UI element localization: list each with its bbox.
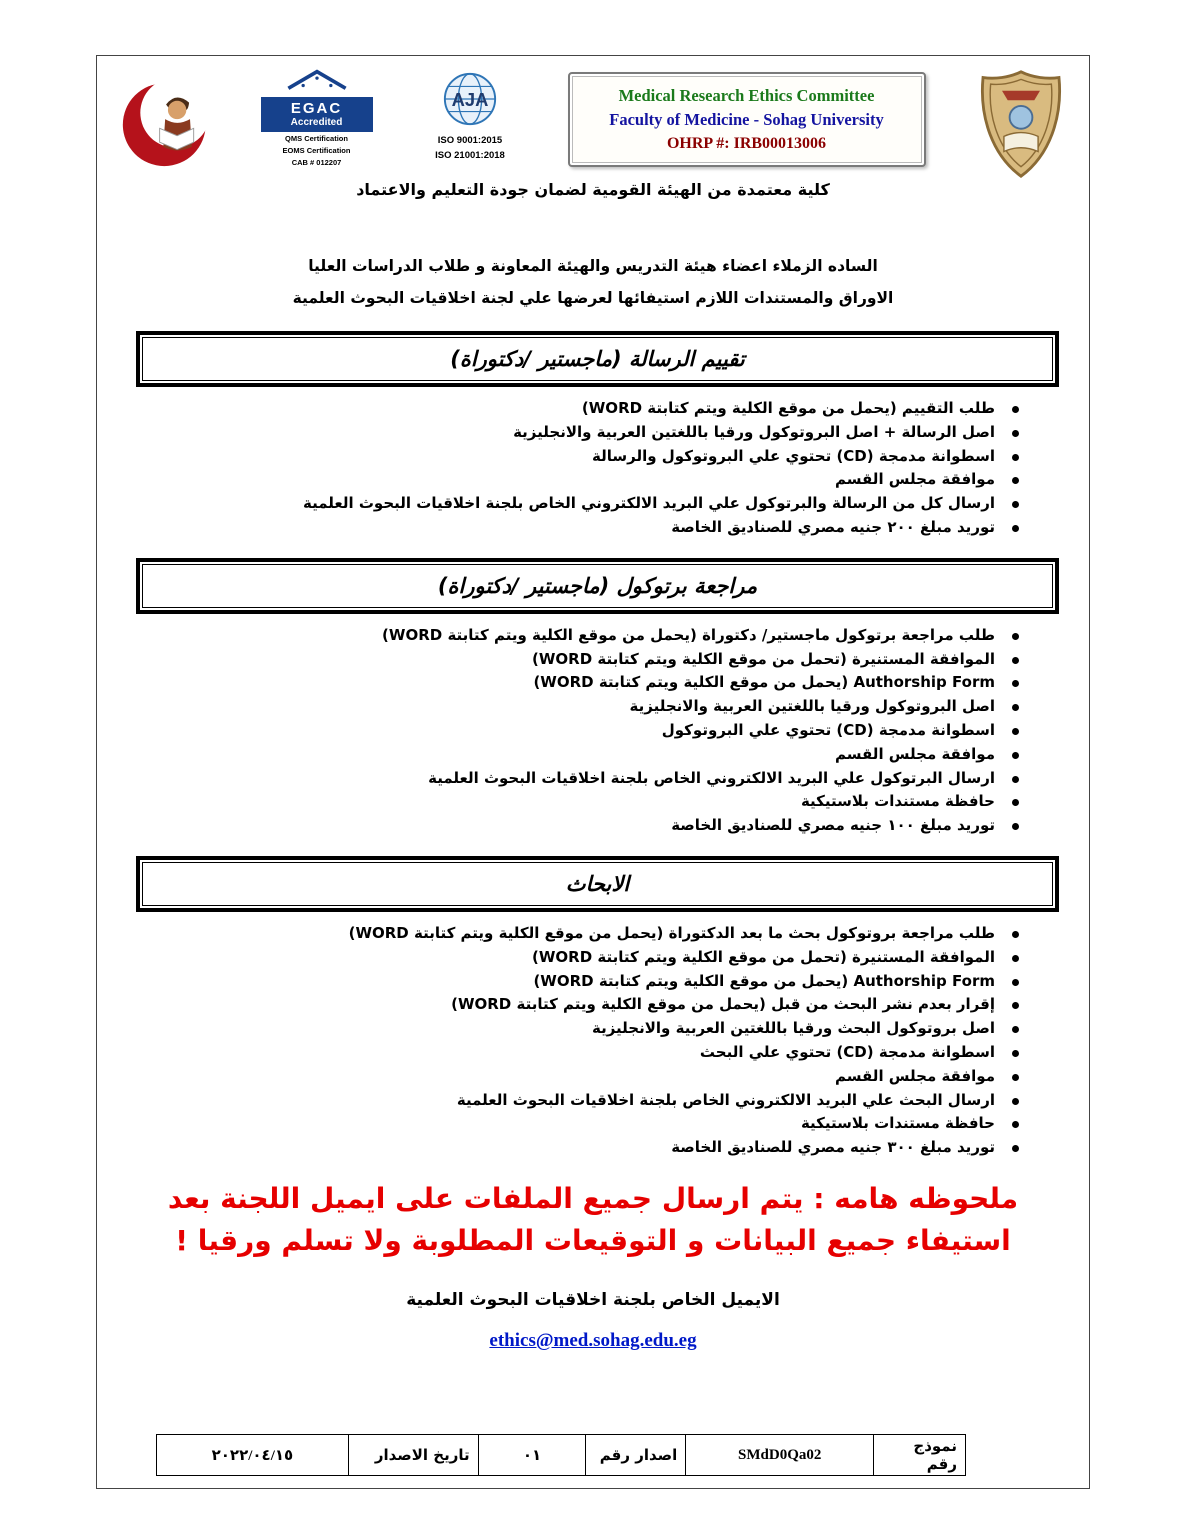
- requirement-item: ارسال البحث علي البريد الالكتروني الخاص بلجنة اخلاقيات البحوث العلمية: [207, 1091, 1025, 1111]
- committee-name: Medical Research Ethics Committee: [618, 86, 875, 105]
- requirement-item: اسطوانة مدمجة (CD) تحتوي علي البحث: [207, 1043, 1025, 1063]
- requirement-item: موافقة مجلس القسم: [207, 1067, 1025, 1087]
- requirement-item: Authorship Form (يحمل من موقع الكلية ويتم كتابتة WORD): [207, 972, 1025, 992]
- requirement-item: موافقة مجلس القسم: [207, 745, 1025, 765]
- email-link-wrap: [97, 1330, 1089, 1352]
- section-title: الابحاث: [142, 862, 1053, 906]
- section-research: [136, 856, 1059, 912]
- requirement-item: اسطوانة مدمجة (CD) تحتوي علي البروتوكول: [207, 721, 1025, 741]
- egac-cert-qms: QMS Certification: [285, 134, 348, 143]
- form-number-value: SMdD0Qa02: [686, 1435, 874, 1476]
- egac-title: EGAC: [290, 100, 343, 117]
- requirement-item: موافقة مجلس القسم: [207, 470, 1025, 490]
- ohrp-number: OHRP #: IRB00013006: [666, 134, 827, 152]
- requirement-item: حافظة مستندات بلاستيكية: [207, 792, 1025, 812]
- research-requirements: [207, 924, 1025, 1158]
- egac-subtitle: Accredited: [290, 117, 343, 128]
- aja-globe-icon: [441, 70, 499, 128]
- issue-date-value: ٢٠٢٢/٠٤/١٥: [157, 1435, 349, 1476]
- intro-line-1: الساده الزملاء اعضاء هيئة التدريس والهيئة المعاونة و طلاب الدراسات العليا: [308, 257, 878, 275]
- thesis-evaluation-requirements: [207, 399, 1025, 538]
- protocol-review-requirements: [207, 626, 1025, 836]
- requirement-item: الموافقة المستنيرة (تحمل من موقع الكلية ويتم كتابتة WORD): [207, 650, 1025, 670]
- requirement-item: إقرار بعدم نشر البحث من قبل (يحمل من موقع الكلية ويتم كتابتة WORD): [207, 995, 1025, 1015]
- aja-certification-logo: [420, 68, 520, 163]
- requirement-item: اسطوانة مدمجة (CD) تحتوي علي البروتوكول والرسالة: [207, 447, 1025, 467]
- requirement-item: حافظة مستندات بلاستيكية: [207, 1114, 1025, 1134]
- aja-iso-21001: ISO 21001:2018: [435, 150, 505, 162]
- issue-date-label: تاريخ الاصدار: [348, 1435, 478, 1476]
- faculty-name: Faculty of Medicine - Sohag University: [609, 109, 884, 129]
- egac-cert-cab: CAB # 012207: [291, 158, 342, 168]
- accreditation-line: كلية معتمدة من الهيئة القومية لضمان جودة التعليم والاعتماد: [356, 180, 830, 199]
- requirement-item: Authorship Form (يحمل من موقع الكلية ويتم كتابتة WORD): [207, 673, 1025, 693]
- requirement-item: الموافقة المستنيرة (تحمل من موقع الكلية ويتم كتابتة WORD): [207, 948, 1025, 968]
- section-protocol-review: [136, 558, 1059, 614]
- committee-header-box: [568, 72, 926, 167]
- egac-badge: [261, 97, 373, 132]
- intro-line-2: الاوراق والمستندات اللازم استيفائها لعرضها علي لجنة اخلاقيات البحوث العلمية: [292, 289, 894, 307]
- egac-accreditation-logo: [261, 68, 373, 168]
- university-shield-icon: [973, 68, 1069, 180]
- requirement-item: طلب التقييم (يحمل من موقع الكلية ويتم كتابتة WORD): [207, 399, 1025, 419]
- requirement-item: توريد مبلغ ٢٠٠ جنيه مصري للصناديق الخاصة: [207, 518, 1025, 538]
- form-number-label: نموذج رقم: [874, 1435, 966, 1476]
- crescent-icon: [121, 68, 213, 174]
- university-emblem: [973, 68, 1069, 184]
- requirement-item: توريد مبلغ ٣٠٠ جنيه مصري للصناديق الخاصة: [207, 1138, 1025, 1158]
- svg-text:AJA: AJA: [451, 88, 489, 110]
- committee-email-link[interactable]: ethics@med.sohag.edu.eg: [489, 1329, 697, 1351]
- egac-roof-icon: [284, 68, 350, 92]
- document-page-frame: [96, 55, 1090, 1489]
- requirement-item: اصل بروتوكول البحث ورقيا باللغتين العربية والانجليزية: [207, 1019, 1025, 1039]
- requirement-item: طلب مراجعة بروتوكول بحث ما بعد الدكتوراة (يحمل من موقع الكلية ويتم كتابتة WORD): [207, 924, 1025, 944]
- issue-number-label: اصدار رقم: [586, 1435, 686, 1476]
- requirement-item: اصل البروتوكول ورقيا باللغتين العربية والانجليزية: [207, 697, 1025, 717]
- document-footer-table: [156, 1434, 966, 1476]
- section-thesis-evaluation: [136, 331, 1059, 387]
- requirement-item: ارسال البرتوكول علي البريد الالكتروني الخاص بلجنة اخلاقيات البحوث العلمية: [207, 769, 1025, 789]
- important-note: ملحوظه هامه : يتم ارسال جميع الملفات على ايميل اللجنة بعد استيفاء جميع البيانات و التوقيعات المطلوبة ولا تسلم ورقيا !: [167, 1181, 1019, 1257]
- requirement-item: توريد مبلغ ١٠٠ جنيه مصري للصناديق الخاصة: [207, 816, 1025, 836]
- header: [97, 56, 1089, 174]
- requirement-item: اصل الرسالة + اصل البروتوكول ورقيا باللغتين العربية والانجليزية: [207, 423, 1025, 443]
- requirement-item: طلب مراجعة برتوكول ماجستير/ دكتوراة (يحمل من موقع الكلية ويتم كتابتة WORD): [207, 626, 1025, 646]
- egac-cert-eoms: EOMS Certification: [282, 146, 351, 156]
- section-title: تقييم الرسالة (ماجستير /دكتوراة): [142, 337, 1053, 381]
- issue-number-value: ٠١: [478, 1435, 586, 1476]
- faculty-crescent-logo: [121, 68, 213, 178]
- aja-iso-9001: ISO 9001:2015: [437, 135, 503, 146]
- requirement-item: ارسال كل من الرسالة والبرتوكول علي البريد الالكتروني الخاص بلجنة اخلاقيات البحوث العلمية: [207, 494, 1025, 514]
- section-title: مراجعة برتوكول (ماجستير /دكتوراة): [142, 564, 1053, 608]
- email-label: الايميل الخاص بلجنة اخلاقيات البحوث العلمية: [406, 1289, 780, 1310]
